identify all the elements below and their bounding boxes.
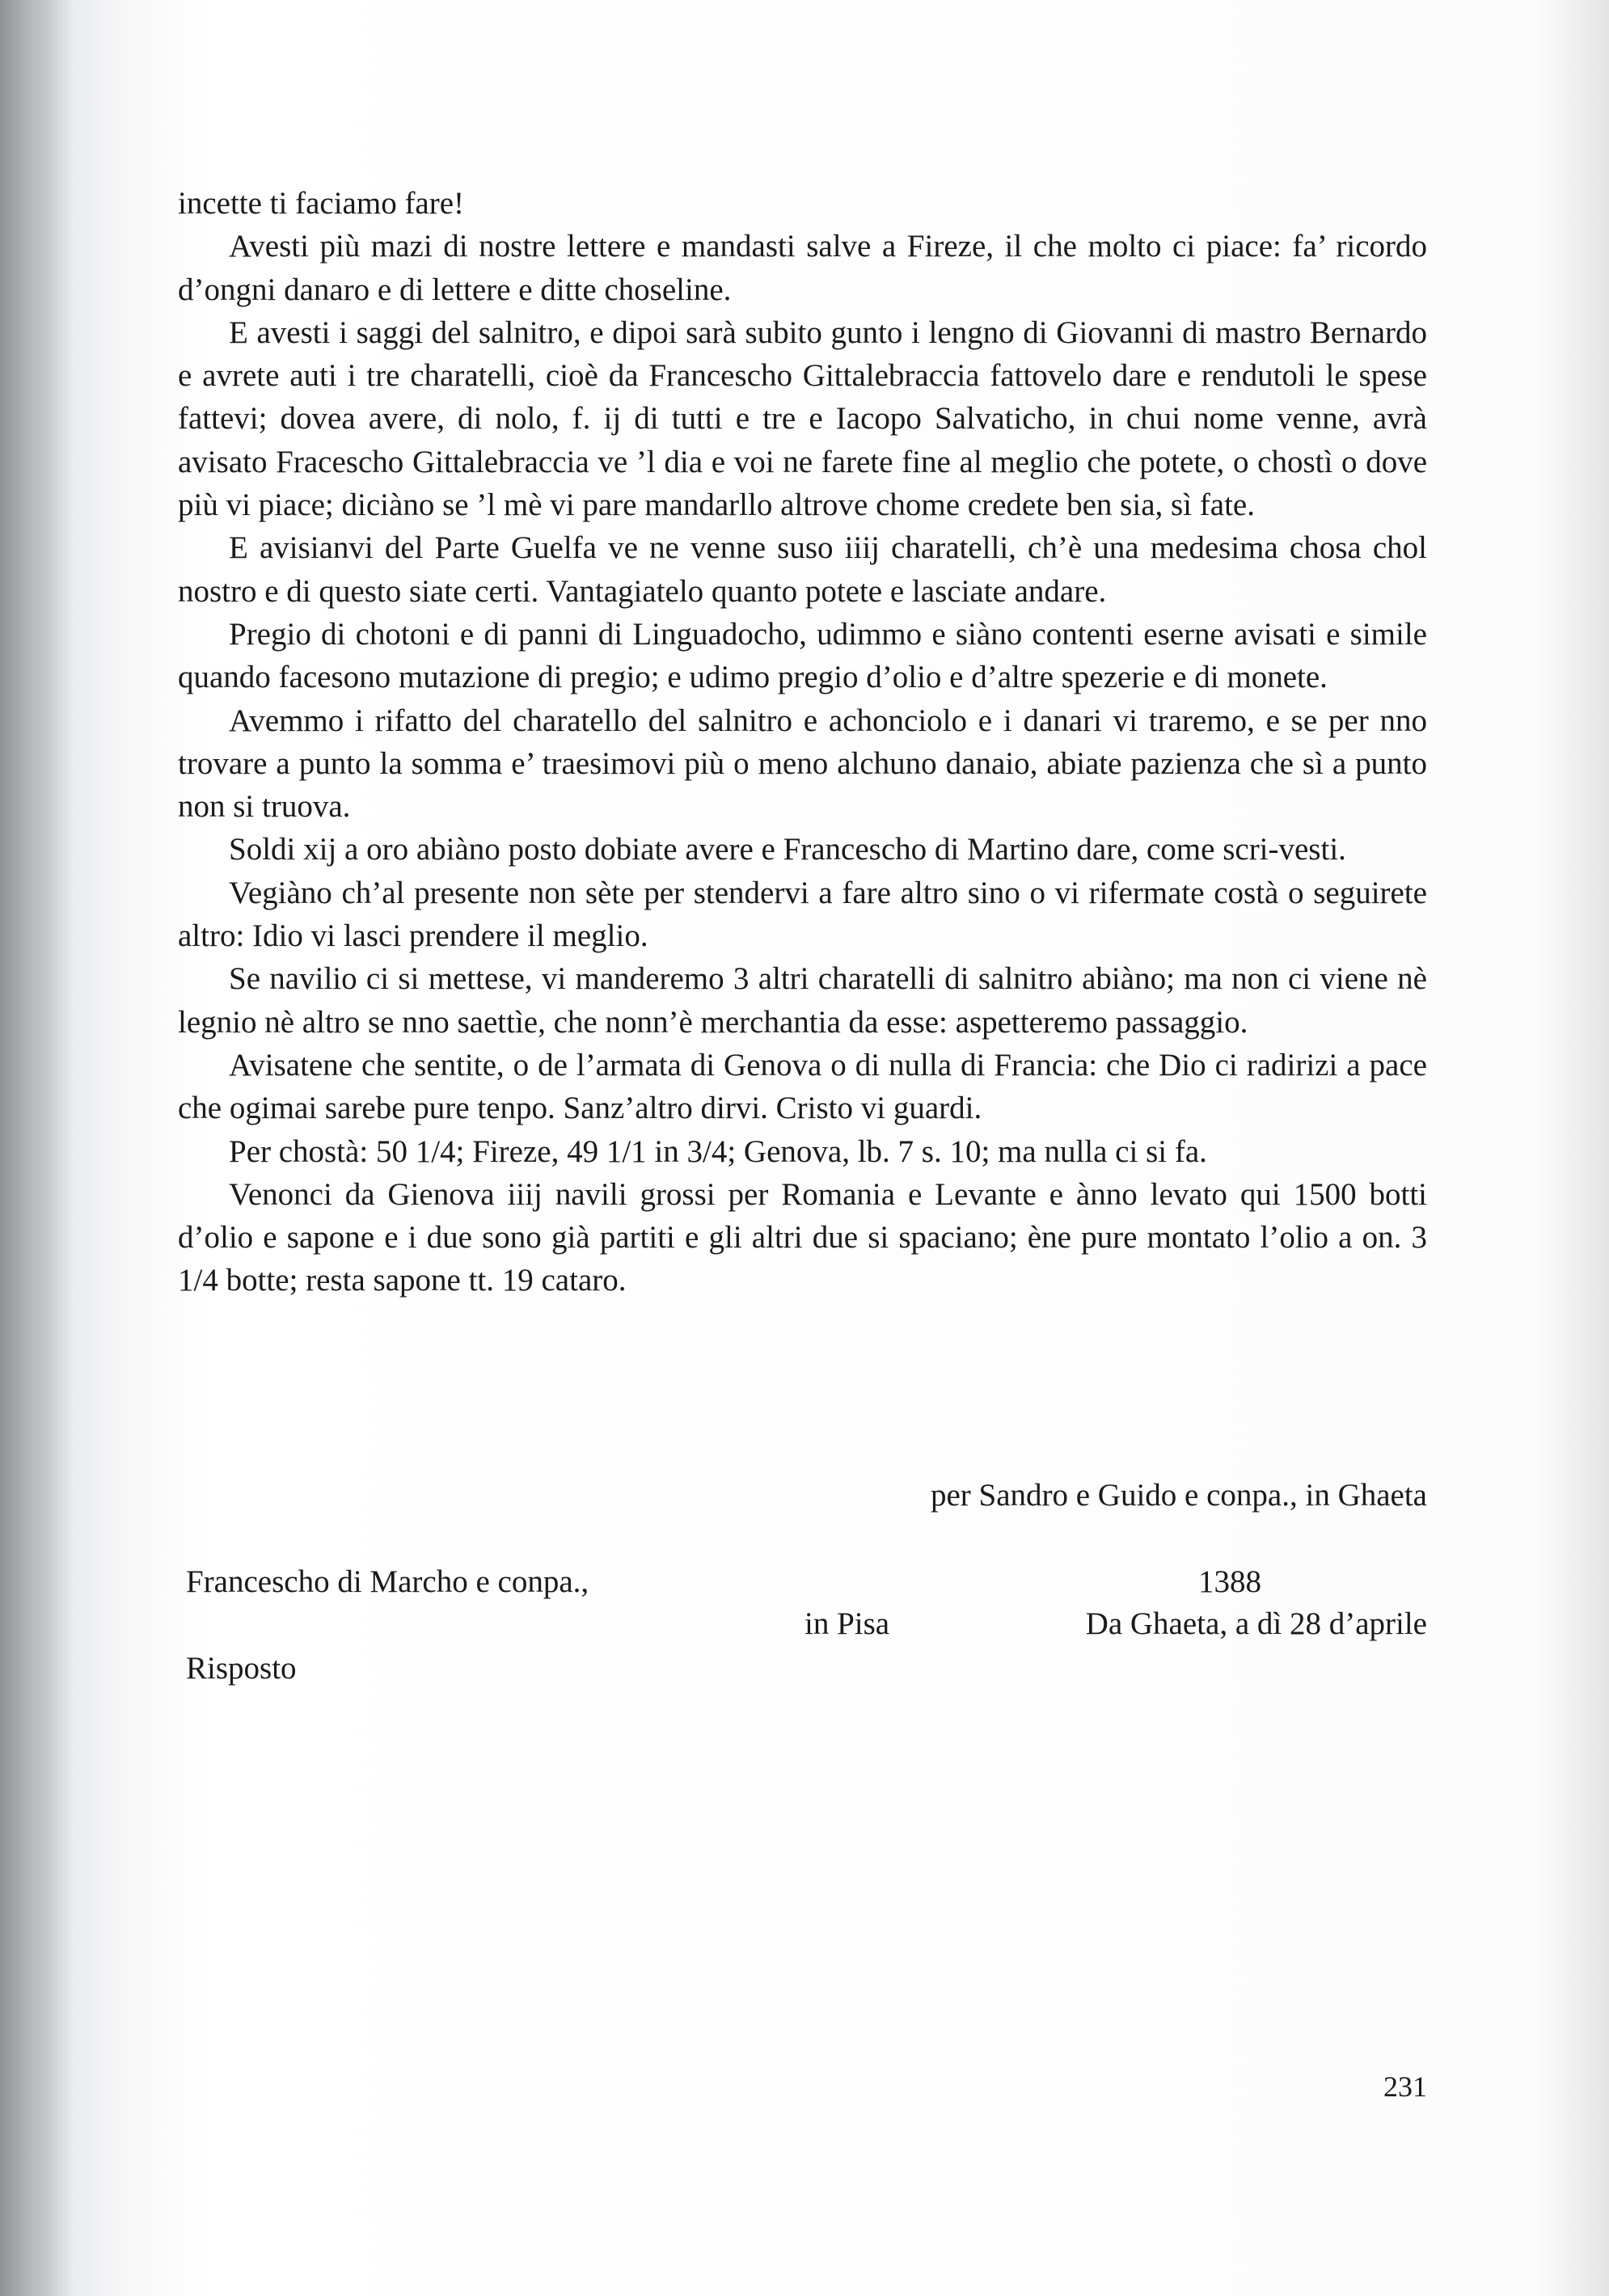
- paragraph: Pregio di chotoni e di panni di Linguadocho, udimmo e siàno contenti eserne avisati e simile quando facesono mutazione di pregio; e udimo pregio d’olio e d’altre spezerie e di monete.: [178, 616, 1427, 695]
- book-binding-shadow: [0, 0, 73, 2296]
- paragraph: Venonci da Gienova iiij navili grossi per Romania e Levante e ànno levato qui 1500 botti d’olio e sapone e i due sono già partiti e gli altri due si spaciano; ène pure montato l’olio a on. 3 1/4 botte; resta sapone tt. 19 cataro.: [178, 1176, 1427, 1298]
- recipient-place: in Pisa: [804, 1606, 890, 1641]
- paragraph: Avemmo i rifatto del charatello del salnitro e achonciolo e i danari vi traremo, e se per nno trovare a punto la somma e’ traesimovi più o meno alchuno danaio, abiate pazienza che sì a punto non si truova.: [178, 703, 1427, 825]
- paragraph: Per chostà: 50 1/4; Fireze, 49 1/1 in 3/4; Genova, lb. 7 s. 10; ma nulla ci si fa.: [229, 1133, 1207, 1169]
- sender-line: per Sandro e Guido e conpa., in Ghaeta: [930, 1478, 1427, 1513]
- letter-body: [178, 182, 1427, 1302]
- year: 1388: [1198, 1564, 1261, 1599]
- paragraph: Avisatene che sentite, o de l’armata di Genova o di nulla di Francia: che Dio ci radirizi a pace che ogimai sarebe pure tenpo. Sanz’altro dirvi. Cristo vi guardi.: [178, 1047, 1427, 1126]
- paragraph: Se navilio ci si mettese, vi manderemo 3 altri charatelli di salnitro abiàno; ma non ci viene nè legnio nè altro se nno saettìe, che nonn’è merchantia da esse: aspetteremo passaggio.: [178, 961, 1427, 1040]
- paragraph: Avesti più mazi di nostre lettere e mandasti salve a Fireze, il che molto ci piace: fa’ ricordo d’ongni danaro e di lettere e ditte choseline.: [178, 229, 1427, 307]
- paragraph: Vegiàno ch’al presente non sète per stendervi a fare altro sino o vi rifermate costà o seguirete altro: Idio vi lasci prendere il meglio.: [178, 875, 1427, 954]
- paragraph: incette ti faciamo fare!: [178, 186, 465, 221]
- recipient-line: Francescho di Marcho e conpa.,: [186, 1564, 589, 1599]
- paragraph: E avesti i saggi del salnitro, e dipoi sarà subito gunto i lengno di Giovanni di mastro Bernardo e avrete auti i tre charatelli, cioè da Francescho Gittalebraccia fattovelo dare e rendutoli le spese fattevi; dovea avere, di nolo, f. ij di tutti e tre e Iacopo Salvaticho, in chui nome venne, avrà avisato Fracescho Gittalebraccia ve ’l dia e voi ne farete fine al meglio che potete, o chostì o dove più vi piace; diciàno se ’l mè vi pare mandarllo altrove chome credete ben sia, sì fate.: [178, 314, 1427, 523]
- page-number: 231: [1383, 2070, 1427, 2103]
- paragraph: E avisianvi del Parte Guelfa ve ne venne suso iiij charatelli, ch’è una medesima chosa chol nostro e di questo siate certi. Vantagiatelo quanto potete e lasciate andare.: [178, 530, 1427, 609]
- letter-date: Da Ghaeta, a dì 28 d’aprile: [1085, 1606, 1427, 1641]
- paragraph: Soldi xij a oro abiàno posto dobiate avere e Francescho di Martino dare, come scri-vesti.: [229, 832, 1346, 867]
- reply-note: Risposto: [186, 1651, 297, 1686]
